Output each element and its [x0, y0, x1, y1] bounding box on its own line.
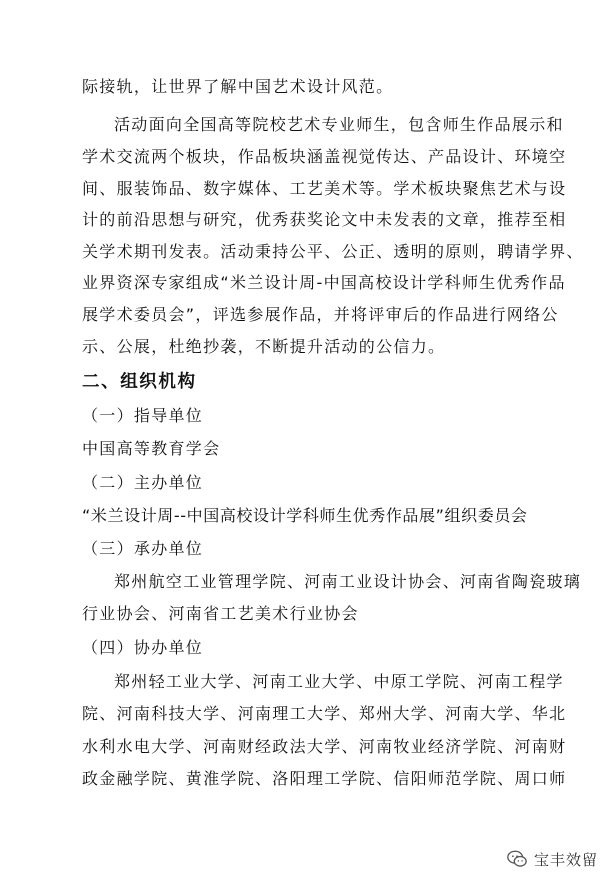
- wechat-icon: [506, 848, 528, 870]
- paragraph-line: 展学术委员会”，评选参展作品，并将评审后的作品进行网络公: [82, 305, 559, 324]
- paragraph-line: 活动面向全国高等院校艺术专业师生，包含师生作品展示和: [114, 115, 564, 134]
- wechat-watermark: [506, 848, 598, 870]
- paragraph-line: 际接轨，让世界了解中国艺术设计风范。: [82, 77, 394, 96]
- subheading-line: （一）指导单位: [82, 406, 204, 425]
- subheading-line: （四）协办单位: [82, 638, 204, 657]
- paragraph-line: “米兰设计周--中国高校设计学科师生优秀作品展”组织委员会: [82, 506, 528, 525]
- subheading-line: （三）承办单位: [82, 539, 204, 558]
- subheading-line: （二）主办单位: [82, 473, 204, 492]
- paragraph-line: 关学术期刊发表。活动秉持公平、公正、透明的原则，聘请学界、: [82, 242, 584, 261]
- section-heading: 二、组织机构: [82, 372, 197, 392]
- paragraph-line: 学术交流两个板块，作品板块涵盖视觉传达、产品设计、环境空: [82, 147, 567, 166]
- paragraph-line: 间、服装饰品、数字媒体、工艺美术等。学术板块聚焦艺术与设: [82, 179, 567, 198]
- paragraph-line: 示、公展，杜绝抄袭，不断提升活动的公信力。: [82, 337, 446, 356]
- paragraph-line: 中国高等教育学会: [82, 439, 221, 458]
- paragraph-line: 郑州航空工业管理学院、河南工业设计协会、河南省陶瓷玻璃: [114, 572, 582, 591]
- paragraph-line: 政金融学院、黄淮学院、洛阳理工学院、信阳师范学院、周口师: [82, 769, 567, 788]
- paragraph-line: 计的前沿思想与研究，优秀获奖论文中未发表的文章，推荐至相: [82, 210, 567, 229]
- paragraph-line: 郑州轻工业大学、河南工业大学、中原工学院、河南工程学: [114, 672, 564, 691]
- paragraph-line: 水利水电大学、河南财经政法大学、河南牧业经济学院、河南财: [82, 737, 567, 756]
- paragraph-line: 业界资深专家组成“米兰设计周-中国高校设计学科师生优秀作品: [82, 273, 566, 292]
- watermark-text: 宝丰效留: [533, 850, 598, 869]
- paragraph-line: 院、河南科技大学、河南理工大学、郑州大学、河南大学、华北: [82, 704, 567, 723]
- paragraph-line: 行业协会、河南省工艺美术行业协会: [82, 604, 359, 623]
